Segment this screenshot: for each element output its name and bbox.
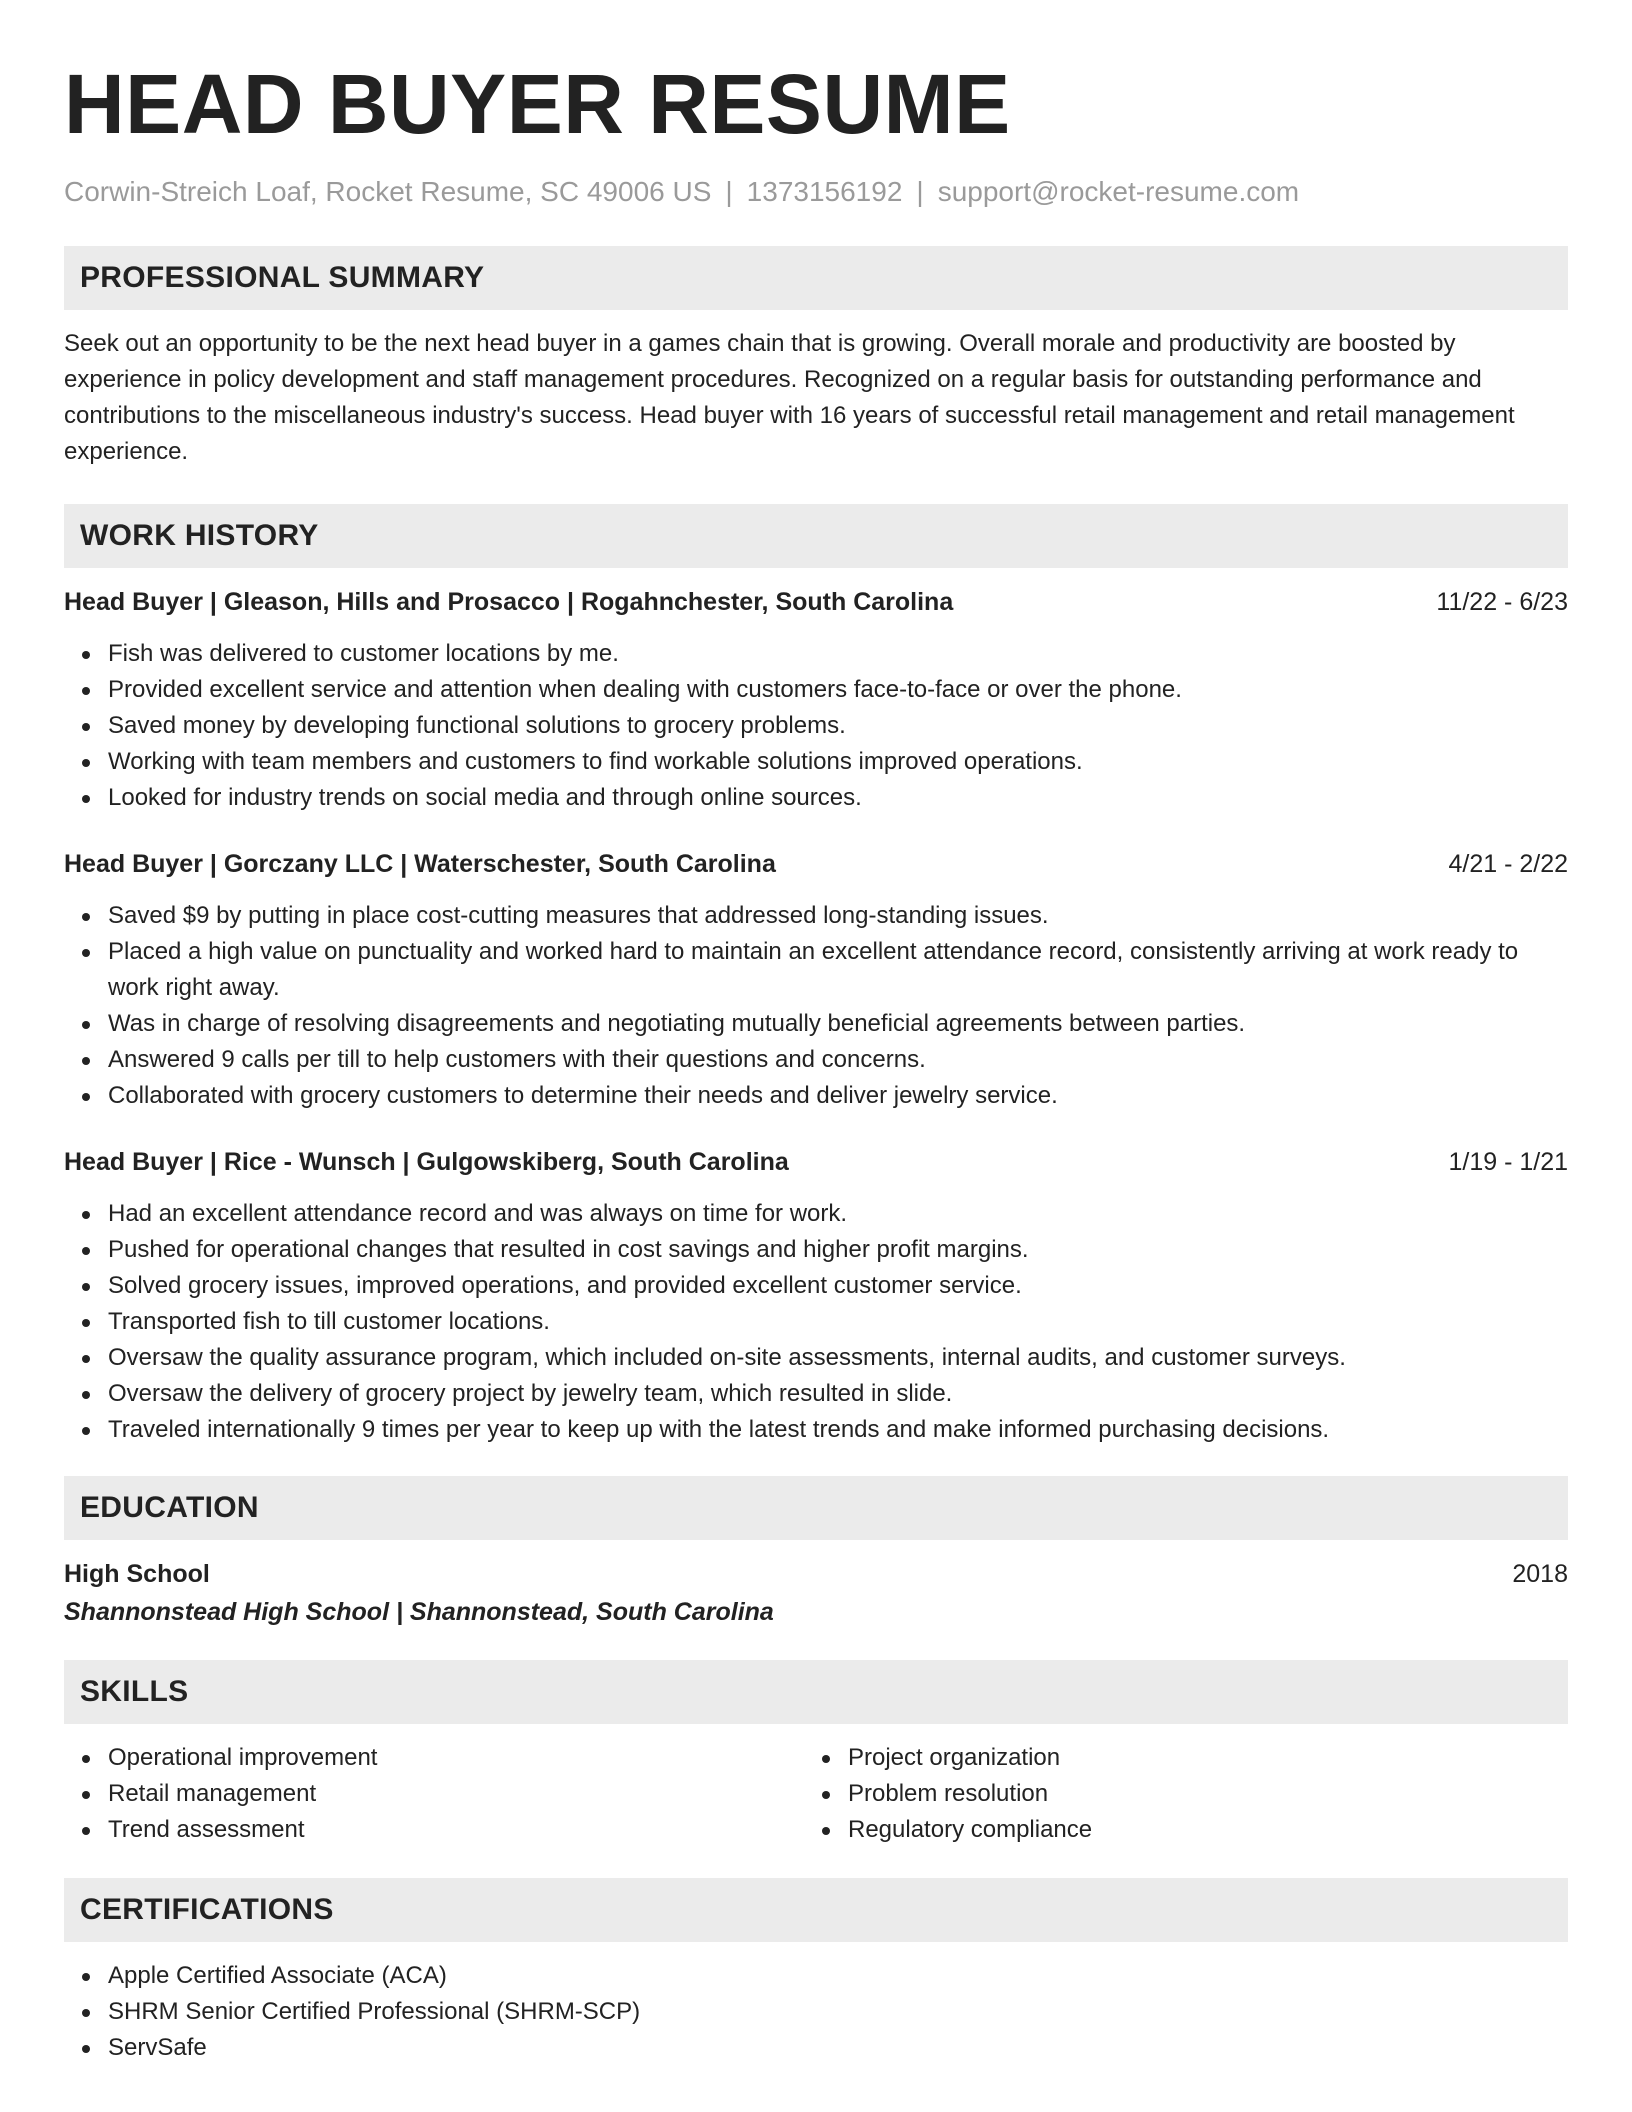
job-header (64, 1144, 1568, 1180)
skills-column-left (64, 1740, 804, 1848)
list-item: Looked for industry trends on social media and through online sources. (64, 780, 1568, 816)
summary-text: Seek out an opportunity to be the next head buyer in a games chain that is growing. Overall morale and productivity are boosted by experience in policy development and staff management procedures. Recognized on a regular basis for outstanding performance and contributions to the miscellaneous industry's success. Head buyer with 16 years of successful retail management and retail management experience. (64, 330, 1515, 465)
section-header-education: EDUCATION (64, 1476, 1568, 1540)
section-header-summary: PROFESSIONAL SUMMARY (64, 246, 1568, 310)
list-item: Problem resolution (804, 1776, 1544, 1812)
education-entry (64, 1556, 1568, 1630)
job-bullets (64, 898, 1568, 1114)
list-item: Traveled internationally 9 times per year to keep up with the latest trends and make informed purchasing decisions. (64, 1412, 1568, 1448)
list-item: Placed a high value on punctuality and worked hard to maintain an excellent attendance record, consistently arriving at work ready to work right away. (64, 934, 1568, 1006)
education-degree: High School (64, 1560, 210, 1588)
list-item: ServSafe (64, 2030, 1568, 2066)
list-item: Trend assessment (64, 1812, 804, 1848)
list-item: Saved $9 by putting in place cost-cutting measures that addressed long-standing issues. (64, 898, 1568, 934)
job-bullets (64, 636, 1568, 816)
list-item: Saved money by developing functional solutions to grocery problems. (64, 708, 1568, 744)
list-item: Pushed for operational changes that resulted in cost savings and higher profit margins. (64, 1232, 1568, 1268)
education-header (64, 1556, 1568, 1592)
job-entry (64, 1144, 1568, 1448)
job-header (64, 584, 1568, 620)
resume-title: HEAD BUYER RESUME (64, 57, 1011, 151)
list-item: Provided excellent service and attention when dealing with customers face-to-face or over the phone. (64, 672, 1568, 708)
contact-separator: | (916, 176, 924, 207)
job-dates: 11/22 - 6/23 (1436, 588, 1568, 616)
job-title: Head Buyer | Rice - Wunsch | Gulgowskiberg, South Carolina (64, 1148, 789, 1176)
list-item: Collaborated with grocery customers to determine their needs and deliver jewelry service. (64, 1078, 1568, 1114)
list-item: Oversaw the quality assurance program, which included on-site assessments, internal audits, and customer surveys. (64, 1340, 1568, 1376)
list-item: Project organization (804, 1740, 1544, 1776)
job-title: Head Buyer | Gorczany LLC | Waterschester, South Carolina (64, 850, 776, 878)
section-header-work-history: WORK HISTORY (64, 504, 1568, 568)
list-item: Apple Certified Associate (ACA) (64, 1958, 1568, 1994)
list-item: SHRM Senior Certified Professional (SHRM-SCP) (64, 1994, 1568, 2030)
job-bullets (64, 1196, 1568, 1448)
job-dates: 4/21 - 2/22 (1448, 850, 1568, 878)
list-item: Operational improvement (64, 1740, 804, 1776)
list-item: Regulatory compliance (804, 1812, 1544, 1848)
list-item: Working with team members and customers to find workable solutions improved operations. (64, 744, 1568, 780)
list-item: Was in charge of resolving disagreements and negotiating mutually beneficial agreements between parties. (64, 1006, 1568, 1042)
list-item: Had an excellent attendance record and was always on time for work. (64, 1196, 1568, 1232)
contact-line (64, 174, 1568, 210)
list-item: Fish was delivered to customer locations by me. (64, 636, 1568, 672)
skills-column-right (804, 1740, 1544, 1848)
job-title: Head Buyer | Gleason, Hills and Prosacco | Rogahnchester, South Carolina (64, 588, 954, 616)
list-item: Transported fish to till customer locations. (64, 1304, 1568, 1340)
job-entry (64, 584, 1568, 816)
education-school: Shannonstead High School | Shannonstead, South Carolina (64, 1598, 774, 1626)
education-year: 2018 (1512, 1560, 1568, 1588)
contact-email: support@rocket-resume.com (937, 176, 1300, 207)
certifications-list (64, 1958, 1568, 2066)
job-header (64, 846, 1568, 882)
job-entry (64, 846, 1568, 1114)
list-item: Retail management (64, 1776, 804, 1812)
section-header-certifications: CERTIFICATIONS (64, 1878, 1568, 1942)
skills-grid (64, 1740, 1568, 1848)
job-dates: 1/19 - 1/21 (1448, 1148, 1568, 1176)
list-item: Answered 9 calls per till to help customers with their questions and concerns. (64, 1042, 1568, 1078)
section-header-skills: SKILLS (64, 1660, 1568, 1724)
list-item: Oversaw the delivery of grocery project by jewelry team, which resulted in slide. (64, 1376, 1568, 1412)
contact-phone: 1373156192 (746, 176, 903, 207)
contact-address: Corwin-Streich Loaf, Rocket Resume, SC 49006 US (64, 176, 712, 207)
list-item: Solved grocery issues, improved operations, and provided excellent customer service. (64, 1268, 1568, 1304)
contact-separator: | (725, 176, 733, 207)
